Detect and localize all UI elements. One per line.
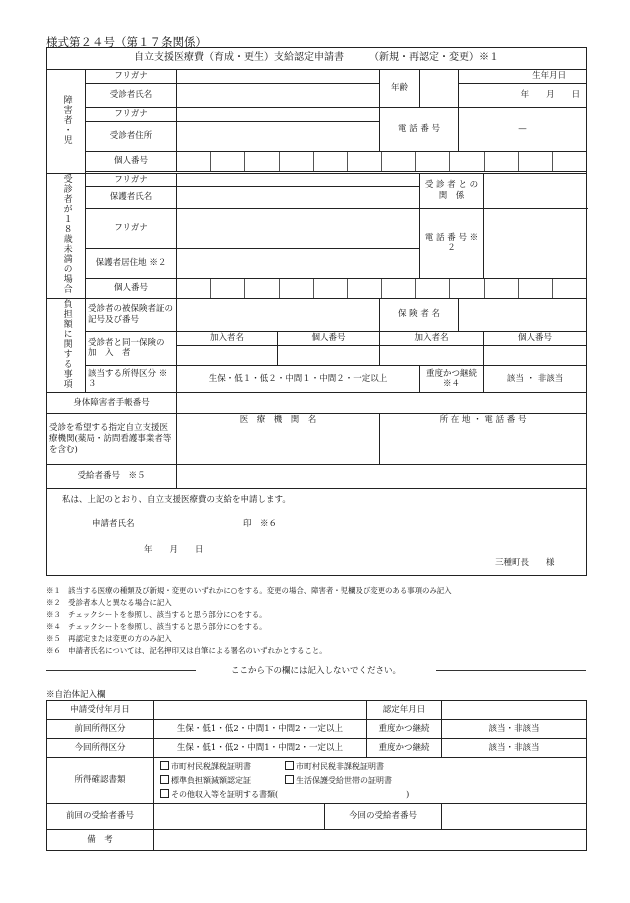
doc-checkbox-1[interactable]: 市町村民税課税証明書: [160, 760, 285, 774]
patient-mynumber-field[interactable]: [177, 152, 587, 172]
age-field[interactable]: [420, 70, 459, 108]
curr-severe-label: 重度かつ継続: [367, 739, 442, 758]
guardian-mynumber-label: 個人番号: [86, 278, 177, 298]
guardian-furigana-label: フリガナ: [86, 174, 177, 187]
note-1: ※１ 該当する医療の種類及び新規・変更のいずれかに○をする。変更の場合、障害者・児欄及び変更のある事項のみ記入: [46, 586, 452, 595]
member-number-field-2[interactable]: [484, 346, 587, 366]
prev-income-label: 前回所得区分: [47, 720, 154, 739]
burden-section-label: 負担額に関する事項: [47, 298, 86, 393]
member-name-header-1: 加入者名: [177, 331, 278, 346]
application-date[interactable]: 年 月 日: [144, 545, 204, 556]
member-number-header-2: 個人番号: [484, 331, 587, 346]
received-date-label: 申請受付年月日: [47, 701, 154, 720]
prev-income-options[interactable]: 生保・低1・低2・中間1・中間2・一定以上: [154, 720, 367, 739]
doc-checkbox-5[interactable]: その他収入等を証明する書類( ): [160, 790, 409, 799]
guardian-mynumber-field[interactable]: [177, 278, 587, 298]
birthdate-label: 生年月日: [459, 70, 587, 84]
office-heading: ※自治体記入欄: [46, 690, 106, 700]
remarks-field[interactable]: [154, 830, 587, 851]
note-5: ※５ 再認定または変更の方のみ記入: [46, 634, 172, 643]
checkbox-icon: [285, 775, 294, 784]
facility-name-header: 医 療 機 関 名: [177, 414, 380, 427]
patient-furigana-field[interactable]: [177, 70, 380, 84]
applicant-name-label: 申請者氏名: [92, 519, 135, 530]
office-table: [46, 700, 587, 851]
recipient-number-label: 受給者番号 ※５: [47, 465, 177, 489]
patient-section-label: 障害者・児: [47, 70, 86, 174]
guardian-address-furigana-field[interactable]: [177, 209, 420, 249]
certified-date-field[interactable]: [442, 701, 587, 720]
note-2: ※２ 受診者本人と異なる場合に記入: [46, 598, 172, 607]
application-statement: 私は、上記のとおり、自立支援医療費の支給を申請します。: [62, 495, 291, 506]
checkbox-icon: [160, 761, 169, 770]
insurer-field[interactable]: [459, 298, 587, 331]
guardian-address-label: 保護者居住地 ※２: [86, 248, 177, 278]
seal-note: 印 ※６: [243, 519, 278, 530]
insurer-label: 保 険 者 名: [380, 298, 459, 331]
guardian-phone-label: 電 話 番 号 ※２: [420, 209, 484, 279]
guardian-name-field[interactable]: [177, 187, 420, 209]
disability-book-label: 身体障害者手帳番号: [47, 393, 177, 414]
checkbox-icon: [160, 789, 169, 798]
checkbox-icon: [160, 775, 169, 784]
guardian-section-label: 受診者が１８歳未満の場合: [47, 174, 86, 299]
phone-label: 電 話 番 号: [380, 108, 459, 152]
patient-address-field[interactable]: [177, 122, 380, 152]
phone-field[interactable]: —: [459, 108, 587, 152]
same-insurance-label: 受診者と同一保険の 加 入 者: [86, 331, 177, 366]
facility-address-header: 所 在 地 ・ 電 話 番 号: [380, 414, 587, 427]
patient-address-label: 受診者住所: [86, 122, 177, 152]
note-3: ※３ チェックシートを参照し、該当すると思う部分に○をする。: [46, 610, 267, 619]
insured-id-field[interactable]: [177, 298, 380, 331]
patient-name-field[interactable]: [177, 84, 380, 108]
prev-number-label: 前回の受給者番号: [47, 804, 154, 830]
application-block: [47, 489, 587, 576]
prev-severe-label: 重度かつ継続: [367, 720, 442, 739]
disability-book-field[interactable]: [177, 393, 587, 414]
address-furigana-label: フリガナ: [86, 108, 177, 122]
curr-number-label: 今回の受給者番号: [325, 804, 442, 830]
member-number-header-1: 個人番号: [278, 331, 380, 346]
application-form-table: [46, 47, 587, 576]
relation-field[interactable]: [484, 174, 587, 209]
form-number: 様式第２４号（第１７条関係）: [46, 35, 207, 49]
docs-label: 所得確認書類: [47, 758, 154, 804]
received-date-field[interactable]: [154, 701, 367, 720]
doc-checkbox-4[interactable]: 生活保護受給世帯の証明書: [285, 776, 392, 785]
insured-id-label: 受診者の被保険者証の記号及び番号: [86, 298, 177, 331]
member-name-field-1[interactable]: [177, 346, 278, 366]
member-name-field-2[interactable]: [380, 346, 484, 366]
guardian-address-field[interactable]: [177, 248, 420, 278]
checkbox-icon: [285, 761, 294, 770]
note-6: ※６ 申請者氏名については、記名押印又は自筆による署名のいずれかとすること。: [46, 646, 327, 655]
severe-applicable[interactable]: 該当 ・ 非該当: [484, 366, 587, 393]
mayor-addressee: 三種町長 様: [495, 558, 555, 569]
patient-mynumber-label: 個人番号: [86, 152, 177, 172]
income-class-label: 該当する所得区分 ※３: [86, 366, 177, 393]
guardian-name-label: 保護者氏名: [86, 187, 177, 209]
doc-checkbox-3[interactable]: 標準負担額減額認定証: [160, 774, 285, 788]
certified-date-label: 認定年月日: [367, 701, 442, 720]
facility-address-field[interactable]: [380, 427, 587, 465]
guardian-phone-field[interactable]: [484, 209, 587, 279]
facility-label: 受診を希望する指定自立支援医療機関(薬局・訪問看護事業者等を含む): [47, 414, 177, 465]
patient-name-label: 受診者氏名: [86, 84, 177, 108]
prev-number-field[interactable]: [154, 804, 325, 830]
address-furigana-field[interactable]: [177, 108, 380, 122]
relation-label: 受 診 者 と の 関 係: [420, 174, 484, 209]
curr-severe-field[interactable]: 該当・非該当: [442, 739, 587, 758]
curr-number-field[interactable]: [442, 804, 587, 830]
guardian-address-furigana-label: フリガナ: [86, 209, 177, 249]
form-title: 自立支援医療費（育成・更生）支給認定申請書 （新規・再認定・変更）※１: [47, 48, 587, 70]
remarks-label: 備 考: [47, 830, 154, 851]
member-name-header-2: 加入者名: [380, 331, 484, 346]
patient-furigana-label: フリガナ: [86, 70, 177, 84]
severe-label: 重度かつ継続※４: [420, 366, 484, 393]
age-label: 年齢: [380, 70, 420, 108]
birthdate-field[interactable]: 年 月 日: [459, 84, 587, 108]
office-use-divider: ここから下の欄には記入しないでください。: [46, 664, 586, 676]
recipient-number-field[interactable]: [177, 465, 587, 489]
note-4: ※４ チェックシートを参照し、該当すると思う部分に○をする。: [46, 622, 267, 631]
docs-checklist: [154, 758, 587, 804]
facility-name-field[interactable]: [177, 427, 380, 465]
doc-checkbox-2[interactable]: 市町村民税非課税証明書: [285, 762, 384, 771]
curr-income-options[interactable]: 生保・低1・低2・中間1・中間2・一定以上: [154, 739, 367, 758]
curr-income-label: 今回所得区分: [47, 739, 154, 758]
guardian-furigana-field[interactable]: [177, 174, 420, 187]
income-class-options[interactable]: 生保・低１・低２・中間１・中間２・一定以上: [177, 366, 420, 393]
prev-severe-field[interactable]: 該当・非該当: [442, 720, 587, 739]
member-number-field-1[interactable]: [278, 346, 380, 366]
